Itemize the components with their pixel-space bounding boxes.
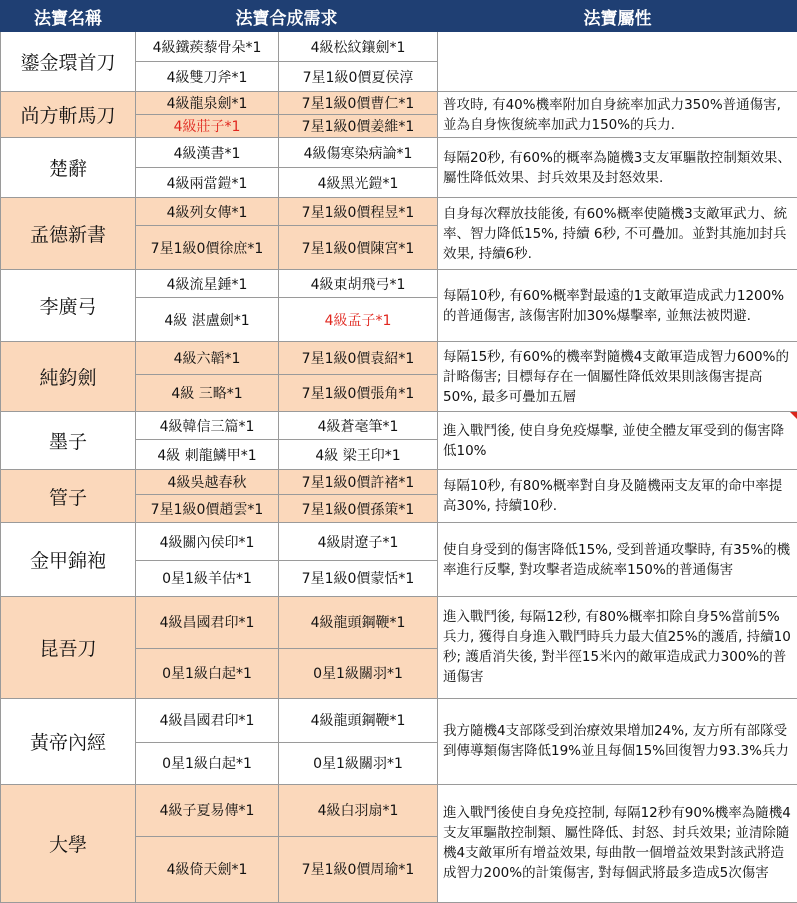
requirement-item: 4級關內侯印*1 [136,523,279,560]
table-row [1,470,797,495]
requirement-item: 4級龍頭鋼鞭*1 [279,698,438,742]
requirement-item: 4級兩當鎧*1 [136,168,279,198]
header-attributes: 法寶屬性 [438,1,797,32]
requirement-item: 4級昌國君印*1 [136,698,279,742]
table-row [1,270,797,298]
requirement-item: 4級雙刀斧*1 [136,62,279,92]
requirement-item: 4級尉遼子*1 [279,523,438,560]
requirement-item: 7星1級0價陳宮*1 [279,226,438,270]
artifact-name: 管子 [1,470,136,523]
artifact-name: 李廣弓 [1,270,136,342]
artifact-attribute [438,412,797,470]
header-requirements: 法寶合成需求 [136,1,438,32]
requirement-item: 4級韓信三篇*1 [136,412,279,440]
attribute-text: 每隔10秒, 有80%概率對自身及隨機兩支友軍的命中率提高30%, 持續10秒. [443,478,783,515]
table-row [1,523,797,560]
requirement-item: 4級六韜*1 [136,342,279,375]
requirement-item: 4級 梁王印*1 [279,440,438,470]
artifact-name: 昆吾刀 [1,596,136,698]
requirement-item: 4級孟子*1 [279,298,438,342]
requirement-item: 4級流星錘*1 [136,270,279,298]
requirement-item: 4級 三略*1 [136,375,279,412]
requirement-item: 4級子夏易傳*1 [136,784,279,836]
artifact-name: 墨子 [1,412,136,470]
requirement-item: 0星1級羊估*1 [136,560,279,596]
attribute-text: 進入戰鬥後, 使自身免疫爆擊, 並使全體友軍受到的傷害降低10% [443,422,785,459]
requirement-item: 4級松紋鑲劍*1 [279,32,438,62]
requirement-item: 0星1級關羽*1 [279,742,438,784]
artifact-attribute [438,270,797,342]
requirement-item: 4級龍泉劍*1 [136,92,279,115]
requirement-item: 4級白羽扇*1 [279,784,438,836]
artifact-attribute [438,523,797,596]
table-row [1,342,797,375]
artifact-attribute [438,92,797,138]
artifact-attribute [438,470,797,523]
attribute-text: 普攻時, 有40%機率附加自身統率加武力350%普通傷害, 並為自身恢復統率加武力150%的兵力. [443,96,781,133]
artifact-attribute [438,784,797,902]
requirement-item: 7星1級0價程昱*1 [279,198,438,226]
artifact-name: 楚辭 [1,138,136,198]
artifact-name: 金甲錦袍 [1,523,136,596]
requirement-item: 4級龍頭鋼鞭*1 [279,596,438,648]
requirement-item: 4級 湛盧劍*1 [136,298,279,342]
requirement-item: 7星1級0價蒙恬*1 [279,560,438,596]
table-row [1,138,797,168]
artifact-attribute [438,698,797,784]
requirement-item: 7星1級0價許褚*1 [279,470,438,495]
requirement-item: 7星1級0價張角*1 [279,375,438,412]
requirement-item: 4級東胡飛弓*1 [279,270,438,298]
requirement-item: 4級 刺龍鱗甲*1 [136,440,279,470]
requirement-item: 7星1級0價姜維*1 [279,115,438,138]
artifact-name: 純鈞劍 [1,342,136,412]
requirement-item: 7星1級0價袁紹*1 [279,342,438,375]
requirement-item: 7星1級0價夏侯淳 [279,62,438,92]
attribute-text: 每隔15秒, 有60%的機率對隨機4支敵軍造成智力600%的計略傷害; 目標每存在一個屬性降低效果則該傷害提高50%, 最多可疊加五層 [443,348,789,405]
requirement-item: 4級昌國君印*1 [136,596,279,648]
requirement-item: 4級倚天劍*1 [136,836,279,902]
header-name: 法寶名稱 [1,1,136,32]
requirement-item: 4級蒼毫筆*1 [279,412,438,440]
comment-flag-icon [790,412,797,419]
table-row [1,32,797,62]
artifact-attribute [438,32,797,92]
requirement-item: 0星1級白起*1 [136,648,279,698]
attribute-text: 進入戰鬥後使自身免疫控制, 每隔12秒有90%機率為隨機4支友軍驅散控制類、屬性降低、封怒、封兵效果; 並清除隨機4支敵軍所有增益效果, 每曲散一個增益效果對該武將造成智力200%的計策傷害, 對每個武將最多造成5次傷害 [443,805,791,882]
attribute-text: 進入戰鬥後, 每隔12秒, 有80%概率扣除自身5%當前5%兵力, 獲得自身進入戰鬥時兵力最大值25%的護盾, 持續10秒; 護盾消失後, 對半徑15米內的敵軍造成武力300%的普通傷害 [443,609,791,686]
requirement-item: 7星1級0價趙雲*1 [136,495,279,523]
table-row [1,698,797,742]
requirement-item: 4級吳越春秋 [136,470,279,495]
artifact-name: 孟德新書 [1,198,136,270]
artifact-name: 大學 [1,784,136,902]
requirement-item: 4級漢書*1 [136,138,279,168]
artifact-attribute [438,596,797,698]
requirement-item: 0星1級關羽*1 [279,648,438,698]
table-row [1,198,797,226]
requirement-item: 7星1級0價孫策*1 [279,495,438,523]
attribute-text: 使自身受到的傷害降低15%, 受到普通攻擊時, 有35%的機率進行反擊, 對攻擊者造成統率150%的普通傷害 [443,541,791,578]
artifact-attribute [438,342,797,412]
attribute-text: 每隔20秒, 有60%的概率為隨機3支友軍驅散控制類效果、屬性降低效果、封兵效果及封怒效果. [443,149,791,186]
attribute-text: 自身每次釋放技能後, 有60%概率使隨機3支敵軍武力、統率、智力降低15%, 持續 6秒, 不可疊加。並對其施加封兵效果, 持續6秒. [443,205,788,262]
requirement-item: 7星1級0價周瑜*1 [279,836,438,902]
requirement-item: 7星1級0價徐庶*1 [136,226,279,270]
artifact-name: 尚方斬馬刀 [1,92,136,138]
requirement-item: 4級傷寒染病論*1 [279,138,438,168]
table-row [1,784,797,836]
requirement-item: 0星1級白起*1 [136,742,279,784]
table-row [1,92,797,115]
artifact-attribute [438,198,797,270]
table-row [1,596,797,648]
requirement-item: 7星1級0價曹仁*1 [279,92,438,115]
table-row [1,412,797,440]
artifact-name: 黃帝內經 [1,698,136,784]
artifact-name: 鎏金環首刀 [1,32,136,92]
requirement-item: 4級列女傳*1 [136,198,279,226]
artifact-attribute [438,138,797,198]
attribute-text: 我方隨機4支部隊受到治療效果增加24%, 友方所有部隊受到傳導類傷害降低19%並且每個15%回復智力93.3%兵力 [443,723,789,760]
requirement-item: 4級莊子*1 [136,115,279,138]
requirement-item: 4級黑光鎧*1 [279,168,438,198]
attribute-text: 每隔10秒, 有60%概率對最遠的1支敵軍造成武力1200%的普通傷害, 該傷害附加30%爆擊率, 並無法被閃避. [443,287,785,324]
requirement-item: 4級鐵蒺藜骨朵*1 [136,32,279,62]
